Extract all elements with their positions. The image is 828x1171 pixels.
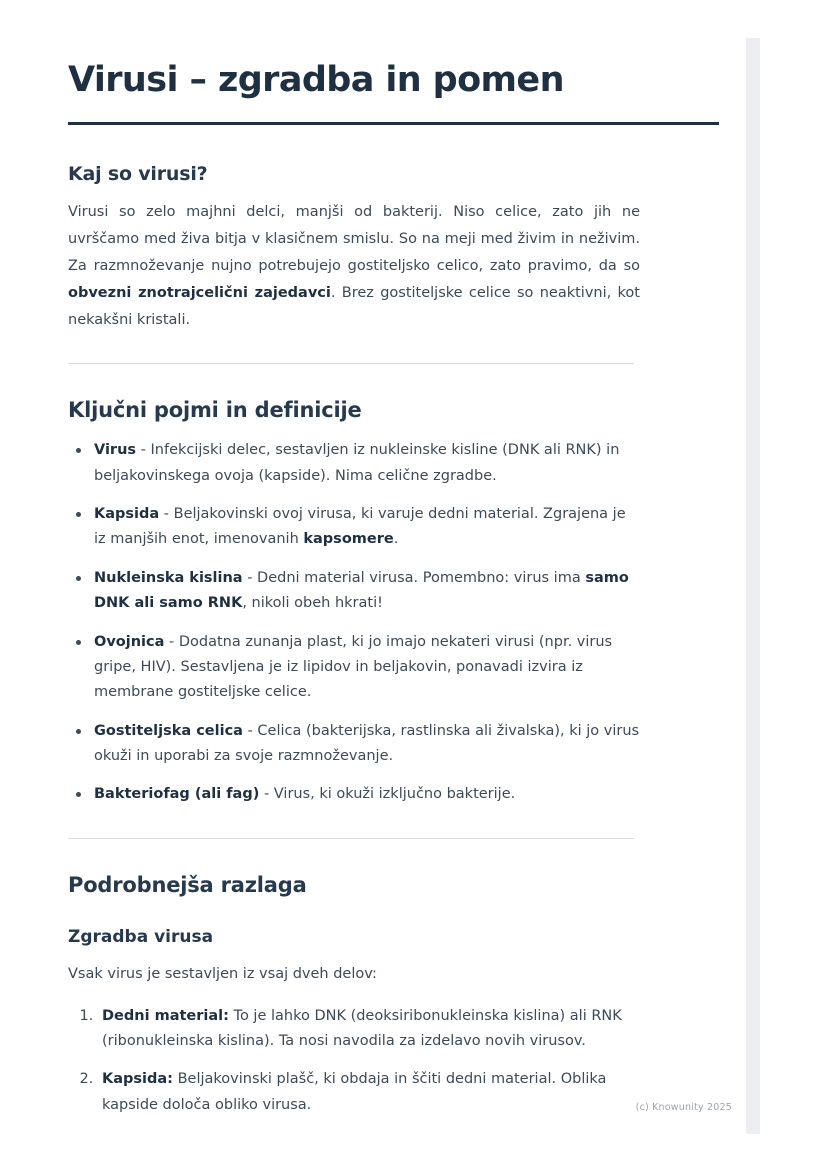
footer-credit: (c) Knowunity 2025 — [635, 1102, 732, 1113]
text-run: . — [393, 531, 399, 548]
list-item — [68, 502, 640, 553]
title-divider — [68, 122, 719, 125]
key-terms-list — [68, 438, 640, 808]
document-content — [68, 46, 640, 1118]
right-margin-strip — [746, 0, 828, 1171]
list-item — [98, 1004, 640, 1055]
intro-paragraph — [68, 199, 640, 333]
term-emphasis: Dedni material: — [102, 1007, 229, 1024]
list-item — [68, 719, 640, 770]
section-divider-2 — [68, 838, 634, 839]
term-emphasis: obvezni znotrajcelični zajedavci — [68, 284, 331, 301]
term-emphasis: kapsomere — [303, 531, 394, 548]
section-heading-what-are-viruses: Kaj so virusi? — [68, 163, 208, 186]
text-run: - Dedni material virusa. Pomembno: virus ima — [242, 569, 586, 586]
term-emphasis: Nukleinska kislina — [94, 569, 243, 586]
page-scrollbar[interactable] — [746, 38, 760, 1134]
term-emphasis: Gostiteljska celica — [94, 722, 243, 739]
section-heading-key-terms: Ključni pojmi in definicije — [68, 398, 362, 423]
text-run: - Infekcijski delec, sestavljen iz nukleinske kisline (DNK ali RNK) in beljakovinskega ovoja (kapside). Nima celične zgradbe. — [94, 442, 620, 484]
term-emphasis: Bakteriofag (ali fag) — [94, 786, 260, 803]
term-emphasis: Virus — [94, 442, 137, 459]
term-emphasis: Ovojnica — [94, 633, 165, 650]
structure-lead-paragraph: Vsak virus je sestavljen iz vsaj dveh delov: — [68, 965, 377, 982]
page-title: Virusi – zgradba in pomen — [68, 60, 564, 100]
list-item — [68, 438, 640, 489]
structure-numbered-list — [68, 1004, 640, 1119]
subsection-heading-structure: Zgradba virusa — [68, 926, 214, 947]
text-run: . Brez gostiteljske celice so neaktivni, kot nekakšni kristali. — [68, 284, 640, 328]
term-emphasis: Kapsida — [94, 506, 160, 523]
term-emphasis: samo DNK ali samo RNK — [94, 569, 629, 612]
text-run: To je lahko DNK (deoksiribonukleinska kislina) ali RNK (ribonukleinska kislina). Ta nosi navodila za izdelavo novih virusov. — [102, 1007, 622, 1049]
text-run: - Celica (bakterijska, rastlinska ali živalska), ki jo virus okuži in uporabi za svoje razmnoževanje. — [94, 722, 640, 765]
list-item — [98, 1067, 640, 1118]
text-run: - Beljakovinski ovoj virusa, ki varuje dedni material. Zgrajena je iz manjših enot, imenovanih — [94, 506, 626, 548]
text-run: - Dodatna zunanja plast, ki jo imajo nekateri virusi (npr. virus gripe, HIV). Sestavljena je iz lipidov in beljakovin, ponavadi izvira iz membrane gostiteljske celice. — [94, 633, 613, 701]
text-run: - Virus, ki okuži izključno bakterije. — [259, 786, 516, 803]
text-run: Virusi so zelo majhni delci, manjši od bakterij. Niso celice, zato jih ne uvrščamo med živa bitja v klasičnem smislu. So na meji med živim in neživim. Za razmnoževanje nujno potrebujejo gostiteljsko celico, zato pravimo, da so — [68, 204, 640, 274]
term-emphasis: Kapsida: — [102, 1071, 173, 1088]
section-heading-detailed: Podrobnejša razlaga — [68, 872, 307, 897]
section-divider-1 — [68, 363, 634, 364]
text-run: , nikoli obeh hkrati! — [242, 595, 383, 612]
list-item — [68, 782, 640, 807]
list-item — [68, 630, 640, 706]
list-item — [68, 566, 640, 617]
text-run: Beljakovinski plašč, ki obdaja in ščiti dedni material. Oblika kapside določa obliko virusa. — [102, 1071, 607, 1113]
